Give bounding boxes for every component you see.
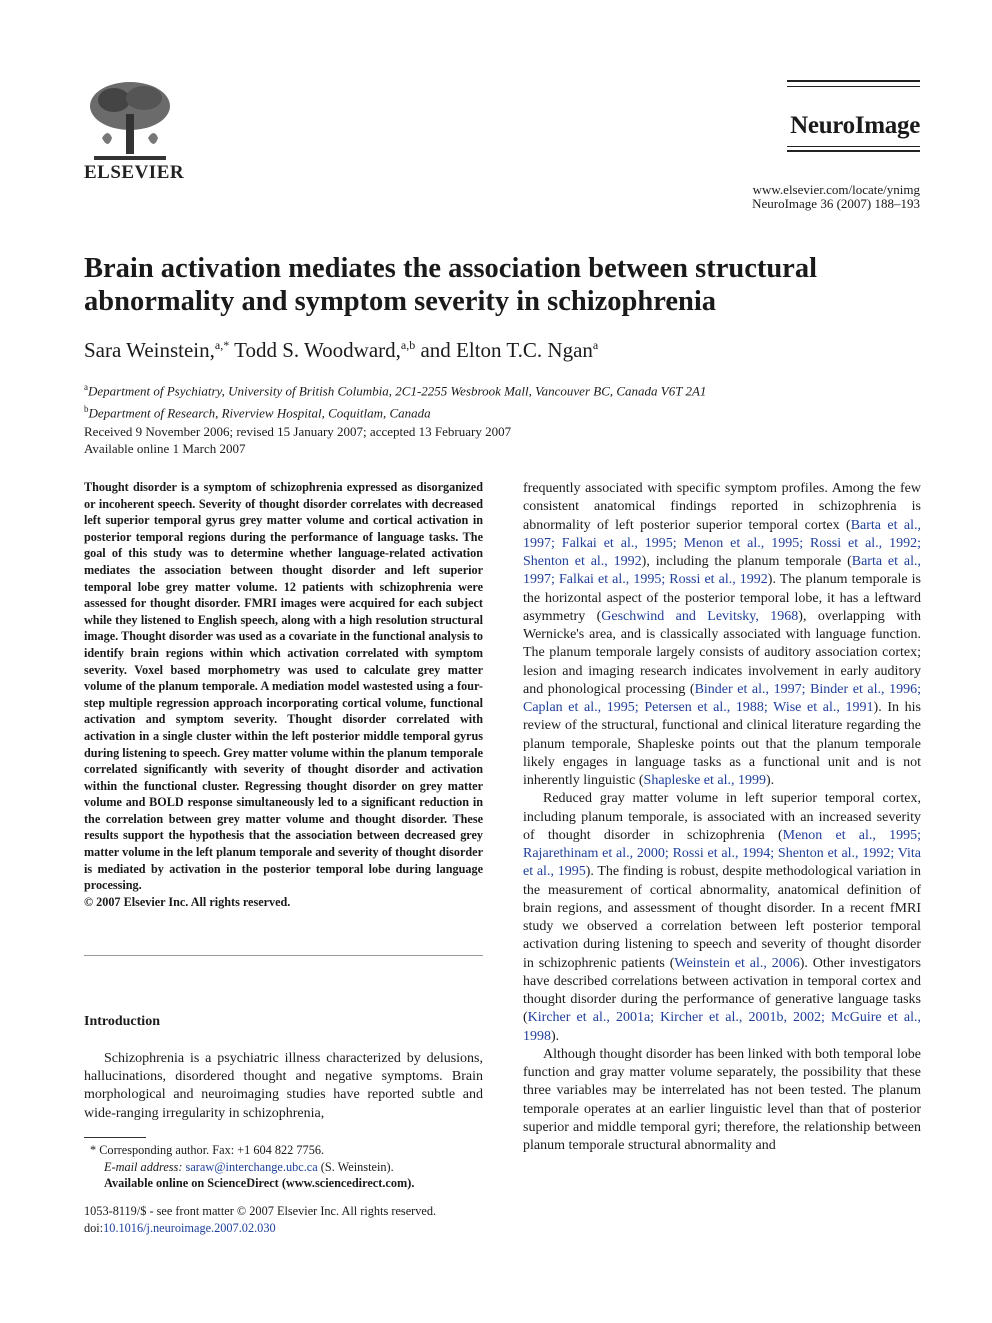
footnote-online: Available online on ScienceDirect (www.sciencedirect.com). (104, 1176, 415, 1191)
doi-label: doi: (84, 1220, 104, 1235)
citation-link[interactable]: Weinstein et al., 2006 (674, 955, 800, 971)
citation-link[interactable]: Geschwind and Levitsky, 1968 (601, 608, 799, 624)
citation-link[interactable]: Menon et al., 1995; Rajarethinam et al., 2000; Rossi et al., 1994; Shenton et al., 1992; Vita et al., 1995 (523, 827, 921, 880)
email-label: E-mail address: (104, 1159, 183, 1174)
text-span: Although thought disorder has been linked with both temporal lobe function and gray matter volume separately, the possibility that these three variables may be interrelated has not been tested. The planum temporale operates at an earlier linguistic level than that of posterior superior and middle temporal gyri; therefore, the relationship between planum temporale structural abnormality and (523, 1046, 921, 1153)
paragraph-2 (523, 790, 921, 1046)
affil-text: Department of Research, Riverview Hospital, Coquitlam, Canada (88, 405, 431, 421)
citation-link[interactable]: Barta et al., 1997; Falkai et al., 1995; Menon et al., 1995; Rossi et al., 1992; Shenton et al., 1992 (523, 517, 921, 569)
author-affil-sup: a,b (400, 338, 416, 352)
author-list (84, 338, 598, 363)
citation-link[interactable]: Shapleske et al., 1999 (643, 773, 767, 788)
journal-name: NeuroImage (790, 112, 920, 139)
copyright: © 2007 Elsevier Inc. All rights reserved. (84, 894, 291, 909)
header-rule-bottom (787, 146, 920, 147)
citation-link[interactable]: Barta et al., 1997; Falkai et al., 1995; Rossi et al., 1992 (523, 554, 921, 588)
article-title: Brain activation mediates the association between structural abnormality and symptom severity in schizophrenia (84, 253, 817, 317)
affiliation-b (84, 400, 706, 422)
text-span: ). (766, 773, 775, 788)
footnote-email (84, 1159, 483, 1176)
publisher-name: ELSEVIER (84, 162, 185, 183)
text-span: ). In his review of the structural, functional and clinical literature regarding the planum temporale, Shapleske points out that the planum temporale likely engages in language tasks as a functional unit and is not inherently linguistic ( (523, 700, 921, 788)
text-span: ). The planum temporale is the horizontal aspect of the posterior temporal lobe, it has a leftward asymmetry ( (523, 572, 921, 624)
author-name: and Elton T.C. Ngan (415, 338, 593, 362)
text-span: ). The finding is robust, despite methodological variation in the measurement of cortical abnormality, anatomical definition of brain regions, and assessment of thought disorder. In a recent fMRI study we observed a correlation between left posterior temporal activation during listening to speech and severity of thought disorder in schizophrenic patients ( (523, 864, 921, 971)
affil-text: Department of Psychiatry, University of British Columbia, 2C1-2255 Wesbrook Mall, Vancouver BC, Canada V6T 2A1 (88, 383, 707, 399)
affiliation-a (84, 378, 706, 400)
issn-line: 1053-8119/$ - see front matter © 2007 Elsevier Inc. All rights reserved. (84, 1204, 437, 1218)
text-span: ), including the planum temporale ( (641, 554, 852, 569)
affil-sup: a (84, 382, 88, 392)
footnotes (84, 1142, 483, 1192)
abstract (84, 479, 483, 910)
text-span: Reduced gray matter volume in left superior temporal cortex, including planum temporale, is associated with an increased severity of thought disorder in schizophrenia ( (523, 791, 921, 843)
article-dates (84, 423, 511, 457)
email-link[interactable]: saraw@interchange.ubc.ca (185, 1159, 318, 1174)
header-rule-top-thin (787, 86, 920, 87)
abstract-text: Thought disorder is a symptom of schizophrenia expressed as disorganized or incoherent speech. Severity of thought disorder correlates with decreased left superior temporal gyrus grey matter volume and cortical activation in posterior temporal regions during the performance of language tasks. The goal of this study was to determine whether language-related activation mediates the association between thought disorder and left superior temporal lobe grey matter volume. 12 patients with schizophrenia were assessed for thought disorder. FMRI images were acquired for each subject while they listened to English speech, along with a high resolution structural image. Thought disorder was used as a covariate in the functional analysis to identify brain regions within which activation correlated with symptom severity. Voxel based morphometry was used to calculate grey matter volume of the planum temporale. A mediation model wastested using a four-step multiple regression approach incorporating cortical volume, functional activation and symptom severity. Thought disorder correlated with activation in a single cluster within the left posterior middle temporal gyrus during listening to speech. Grey matter volume within the planum temporale correlated significantly with severity of thought disorder and activation within the functional cluster. Regressing thought disorder on grey matter volume and BOLD response simultaneously led to a significant reduction in the correlation between grey matter volume and thought disorder. These results support the hypothesis that the association between decreased grey matter volume in the left planum temporale and severity of thought disorder is mediated by activation in the posterior temporal lobe during language processing. (84, 480, 483, 893)
text-span: ). Other investigators have described correlations between activation in temporal cortex and thought disorder during the performance of generative language tasks ( (523, 955, 921, 1026)
doi-link[interactable]: 10.1016/j.neuroimage.2007.02.030 (103, 1220, 276, 1235)
footnote-corresponding: * Corresponding author. Fax: +1 604 822 7756. (90, 1143, 325, 1157)
abstract-divider (84, 955, 483, 956)
footnote-divider (84, 1137, 146, 1138)
doi-line (84, 1220, 483, 1237)
citation-link[interactable]: Kircher et al., 2001a; Kircher et al., 2001b, 2002; McGuire et al., 1998 (523, 1010, 921, 1044)
author-affil-sup: a (592, 338, 599, 352)
author-name: Sara Weinstein, (84, 338, 215, 362)
affil-sup: b (84, 404, 89, 415)
text-span: ), overlapping with Wernicke's area, and is classically associated with language function. The planum temporale largely consists of auditory association cortex; lesion and imaging research indicates involvement in early auditory and phonological processing ( (523, 608, 922, 697)
text-span: ). (551, 1028, 560, 1044)
text-span: frequently associated with specific symptom profiles. Among the few consistent anatomical findings reported in schizophrenia is abnormality of left posterior superior temporal cortex ( (523, 481, 921, 533)
citation-link[interactable]: Binder et al., 1997; Binder et al., 1996; Caplan et al., 1995; Petersen et al., 1988; Wise et al., 1991 (523, 681, 921, 715)
journal-header (0, 0, 992, 220)
right-column (523, 480, 921, 1155)
affiliations (84, 378, 706, 423)
author-affil-sup: a,* (214, 338, 230, 352)
paragraph-3 (523, 1046, 921, 1156)
journal-url[interactable]: www.elsevier.com/locate/ynimg (752, 182, 920, 197)
available-online: Available online 1 March 2007 (84, 441, 246, 456)
journal-citation: NeuroImage 36 (2007) 188–193 (752, 196, 920, 211)
paragraph-1 (523, 480, 921, 790)
header-rule-bottom-thick (787, 150, 920, 152)
header-rule-top (787, 80, 920, 82)
author-name: Todd S. Woodward, (229, 338, 401, 362)
page-footer (84, 1203, 483, 1236)
section-heading-introduction: Introduction (84, 1014, 160, 1029)
received-dates: Received 9 November 2006; revised 15 January 2007; accepted 13 February 2007 (84, 424, 512, 439)
intro-paragraph: Schizophrenia is a psychiatric illness characterized by delusions, hallucinations, disordered thought and negative symptoms. Brain morphological and neuroimaging studies have reported subtle and wide-ranging irregularity in schizophrenia, (84, 1051, 483, 1121)
email-suffix: (S. Weinstein). (320, 1159, 394, 1174)
